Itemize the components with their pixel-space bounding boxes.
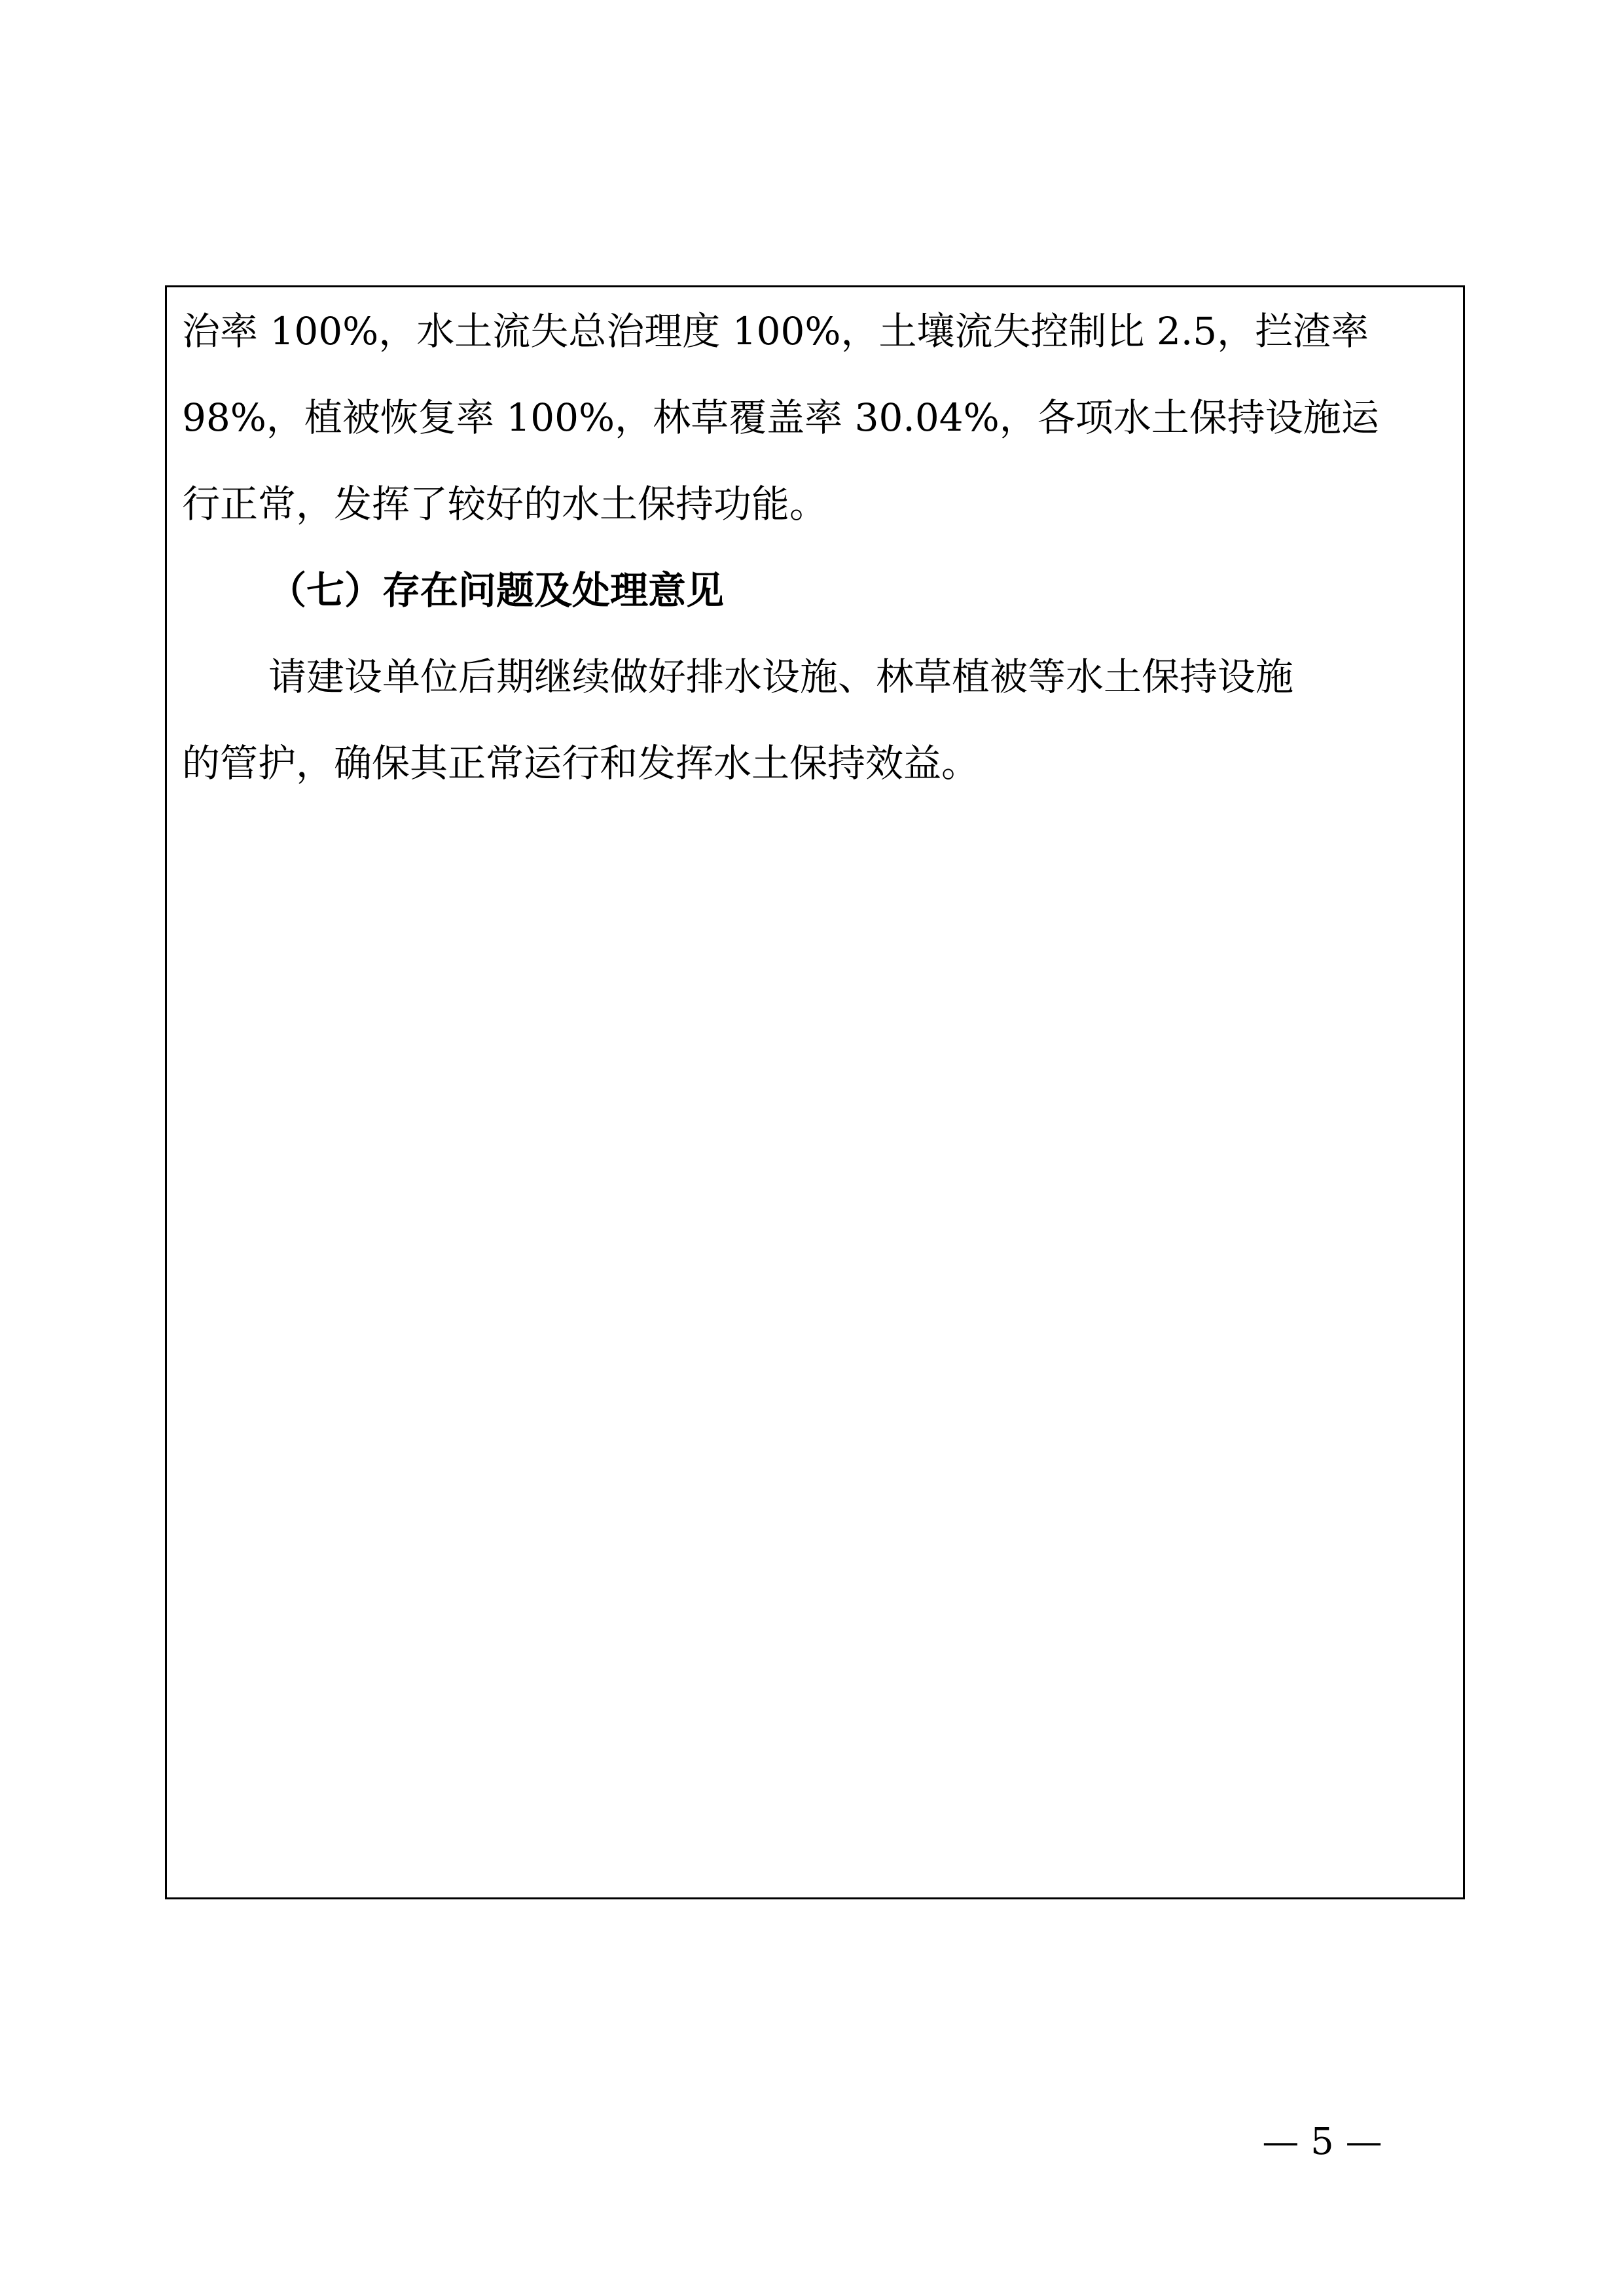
- paragraph-line: 行正常，发挥了较好的水土保持功能。: [182, 482, 828, 526]
- paragraph-line: 请建设单位后期继续做好排水设施、林草植被等水土保持设施: [268, 655, 1294, 699]
- paragraph-line: 治率 100%，水土流失总治理度 100%，土壤流失控制比 2.5，拦渣率: [182, 309, 1369, 353]
- paragraph-line: 98%，植被恢复率 100%，林草覆盖率 30.04%，各项水土保持设施运: [182, 395, 1379, 440]
- section-heading: （七）存在问题及处理意见: [268, 568, 725, 613]
- paragraph-line: 的管护，确保其正常运行和发挥水土保持效益。: [182, 741, 980, 785]
- page-number: — 5 —: [1262, 2121, 1382, 2163]
